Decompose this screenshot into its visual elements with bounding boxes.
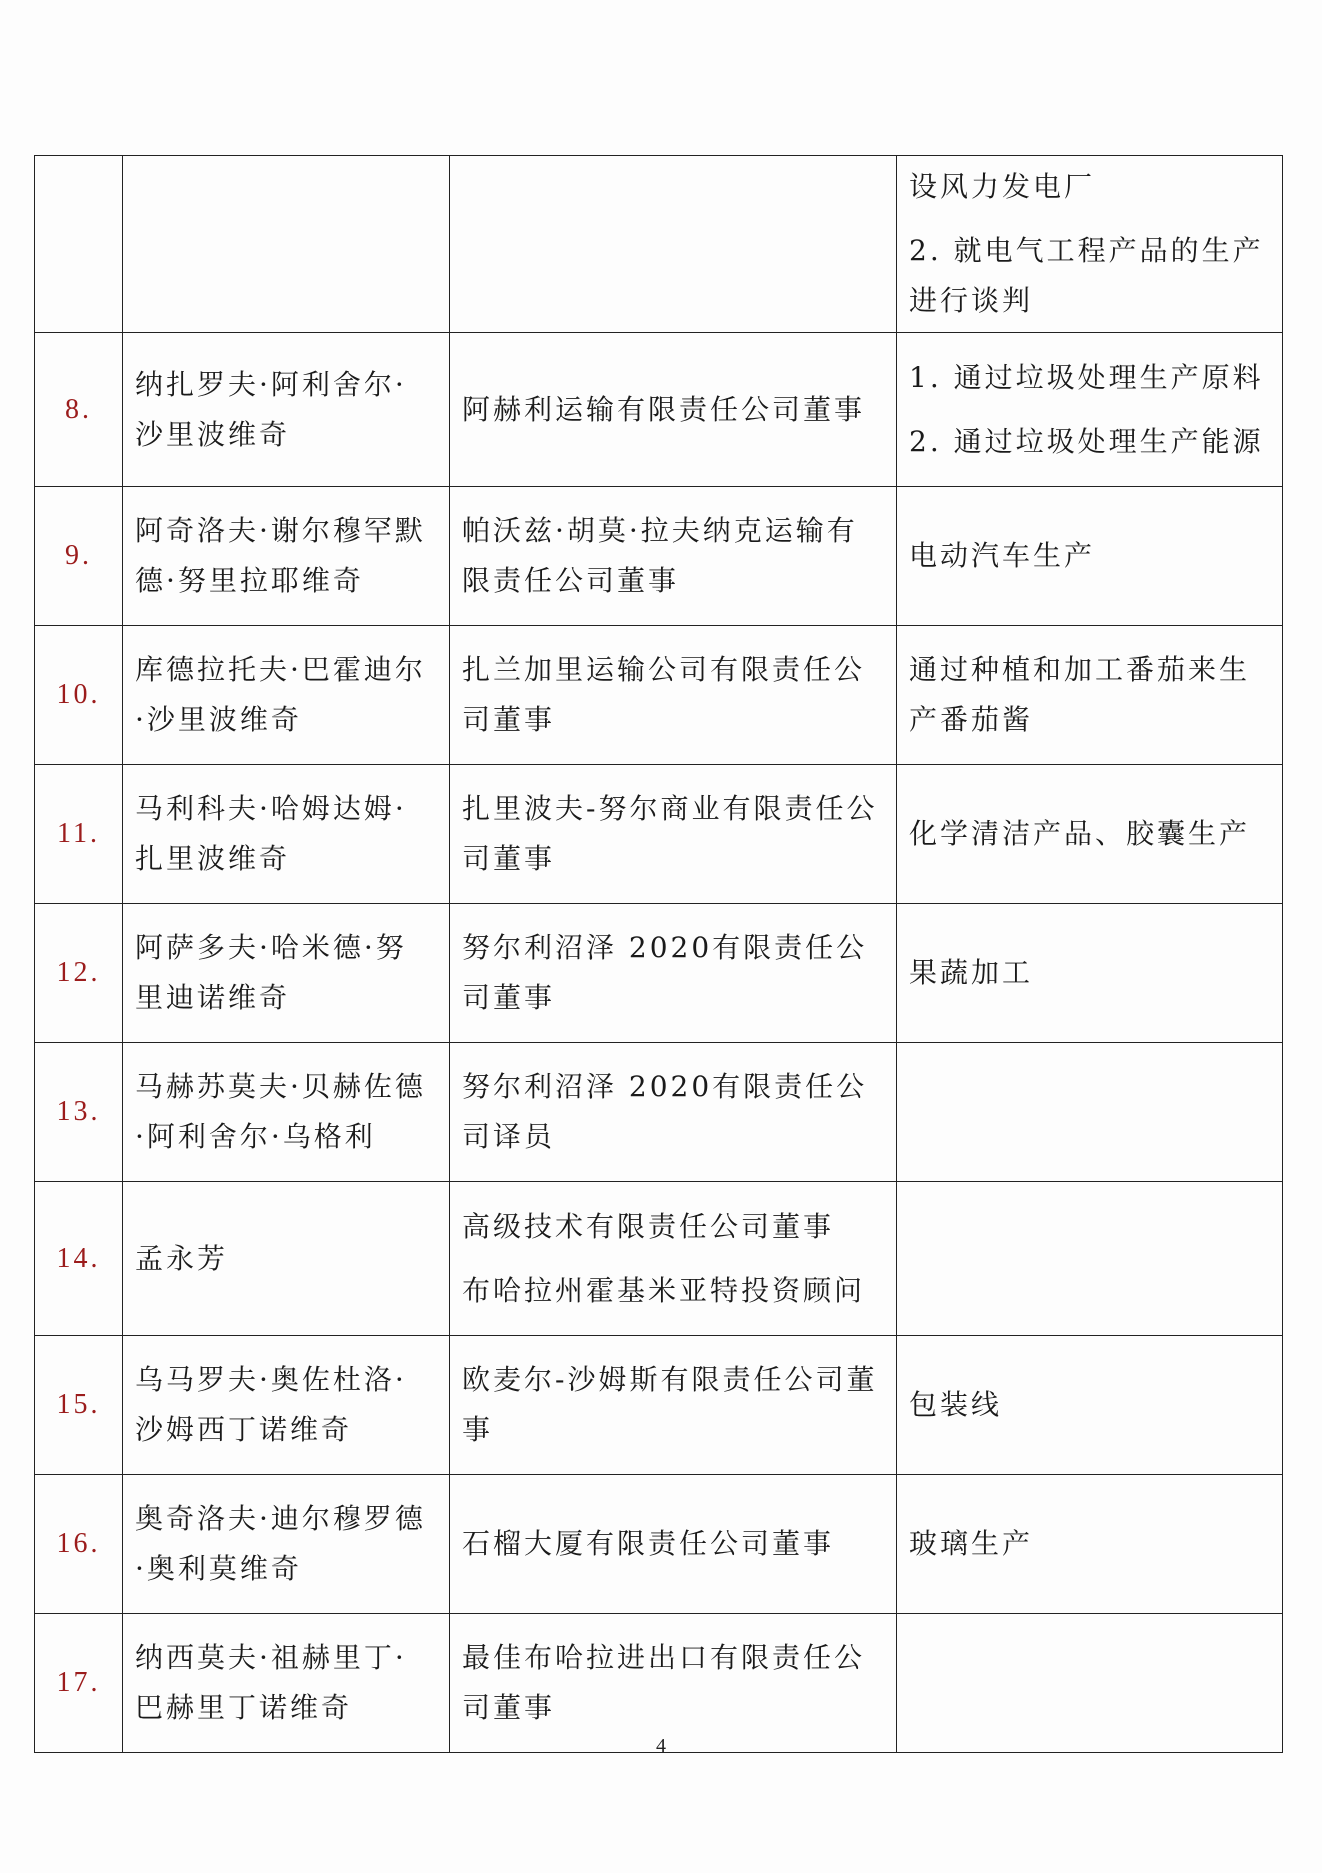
delegate-name-cell (123, 1043, 450, 1182)
delegate-name-cell (123, 1475, 450, 1614)
table-row (35, 904, 1283, 1043)
delegate-name: 纳西莫夫·祖赫里丁·巴赫里丁诺维奇 (135, 1641, 407, 1724)
table-row (35, 765, 1283, 904)
table-row (35, 1475, 1283, 1614)
position-cell (450, 333, 897, 487)
delegate-name: 库德拉托夫·巴霍迪尔·沙里波维奇 (135, 653, 426, 736)
delegate-name-cell (123, 1336, 450, 1475)
project-cell (897, 1182, 1283, 1336)
row-number: 10. (35, 626, 123, 765)
project-text: 化学清洁产品、胶囊生产 (909, 817, 1251, 850)
project-cell (897, 904, 1283, 1043)
row-number: 17. (35, 1614, 123, 1753)
project-text: 2. 就电气工程产品的生产进行谈判 (909, 234, 1264, 317)
project-cell (897, 1336, 1283, 1475)
delegate-name: 纳扎罗夫·阿利舍尔·沙里波维奇 (135, 367, 407, 451)
delegate-name-cell (123, 1614, 450, 1753)
project-cell (897, 1475, 1283, 1614)
row-number: 12. (35, 904, 123, 1043)
position-cell (450, 156, 897, 333)
project-cell (897, 487, 1283, 626)
position-text: 石榴大厦有限责任公司董事 (462, 1527, 835, 1560)
table-row (35, 1182, 1283, 1336)
table-row (35, 1336, 1283, 1475)
table-row (35, 487, 1283, 626)
table-body (35, 156, 1283, 1753)
delegate-name: 奥奇洛夫·迪尔穆罗德·奥利莫维奇 (135, 1502, 426, 1585)
delegates-table (34, 155, 1283, 1753)
row-number: 15. (35, 1336, 123, 1475)
position-text: 高级技术有限责任公司董事 (462, 1209, 835, 1243)
table-row (35, 156, 1283, 333)
project-text: 2. 通过垃圾处理生产能源 (909, 424, 1264, 458)
position-cell (450, 1043, 897, 1182)
project-cell (897, 156, 1283, 333)
project-text: 1. 通过垃圾处理生产原料 (909, 360, 1264, 394)
project-text: 电动汽车生产 (909, 539, 1096, 572)
position-text: 扎里波夫-努尔商业有限责任公司董事 (462, 792, 878, 875)
position-text: 阿赫利运输有限责任公司董事 (462, 392, 866, 426)
position-cell (450, 487, 897, 626)
row-number: 14. (35, 1182, 123, 1336)
project-cell (897, 1043, 1283, 1182)
project-text: 通过种植和加工番茄来生产番茄酱 (909, 653, 1251, 736)
table-row (35, 1614, 1283, 1753)
project-text: 包装线 (909, 1388, 1003, 1421)
delegate-name-cell (123, 156, 450, 333)
delegate-name-cell (123, 487, 450, 626)
delegate-name-cell (123, 626, 450, 765)
project-cell (897, 626, 1283, 765)
position-cell (450, 1475, 897, 1614)
row-number: 9. (35, 487, 123, 626)
delegate-name: 阿萨多夫·哈米德·努里迪诺维奇 (135, 931, 407, 1014)
position-cell (450, 1336, 897, 1475)
row-number: 16. (35, 1475, 123, 1614)
row-number: 13. (35, 1043, 123, 1182)
position-text: 布哈拉州霍基米亚特投资顾问 (462, 1273, 866, 1307)
table-row (35, 626, 1283, 765)
delegate-name: 阿奇洛夫·谢尔穆罕默德·努里拉耶维奇 (135, 514, 426, 597)
position-text: 努尔利沼泽 2020有限责任公司译员 (462, 1070, 868, 1153)
row-number: 8. (35, 333, 123, 487)
position-text: 努尔利沼泽 2020有限责任公司董事 (462, 931, 868, 1014)
project-cell (897, 333, 1283, 487)
page-number: 4 (656, 1735, 666, 1757)
position-cell (450, 765, 897, 904)
table-row (35, 333, 1283, 487)
position-cell (450, 1182, 897, 1336)
project-cell (897, 765, 1283, 904)
table-row (35, 1043, 1283, 1182)
delegate-name: 乌马罗夫·奥佐杜洛·沙姆西丁诺维奇 (135, 1363, 407, 1446)
row-number: 11. (35, 765, 123, 904)
project-text: 玻璃生产 (909, 1527, 1034, 1560)
position-cell (450, 626, 897, 765)
row-number (35, 156, 123, 333)
delegate-name-cell (123, 765, 450, 904)
position-text: 扎兰加里运输公司有限责任公司董事 (462, 653, 866, 736)
position-text: 欧麦尔-沙姆斯有限责任公司董事 (462, 1363, 878, 1446)
project-cell (897, 1614, 1283, 1753)
position-text: 帕沃兹·胡莫·拉夫纳克运输有限责任公司董事 (462, 514, 858, 597)
delegate-name: 马利科夫·哈姆达姆·扎里波维奇 (135, 792, 407, 875)
project-text: 设风力发电厂 (909, 170, 1096, 203)
position-cell (450, 904, 897, 1043)
delegate-name: 孟永芳 (135, 1241, 229, 1275)
position-text: 最佳布哈拉进出口有限责任公司董事 (462, 1641, 866, 1724)
delegate-name-cell (123, 904, 450, 1043)
position-cell (450, 1614, 897, 1753)
delegate-name: 马赫苏莫夫·贝赫佐德·阿利舍尔·乌格利 (135, 1070, 426, 1153)
delegate-name-cell (123, 333, 450, 487)
delegate-name-cell (123, 1182, 450, 1336)
project-text: 果蔬加工 (909, 956, 1034, 989)
